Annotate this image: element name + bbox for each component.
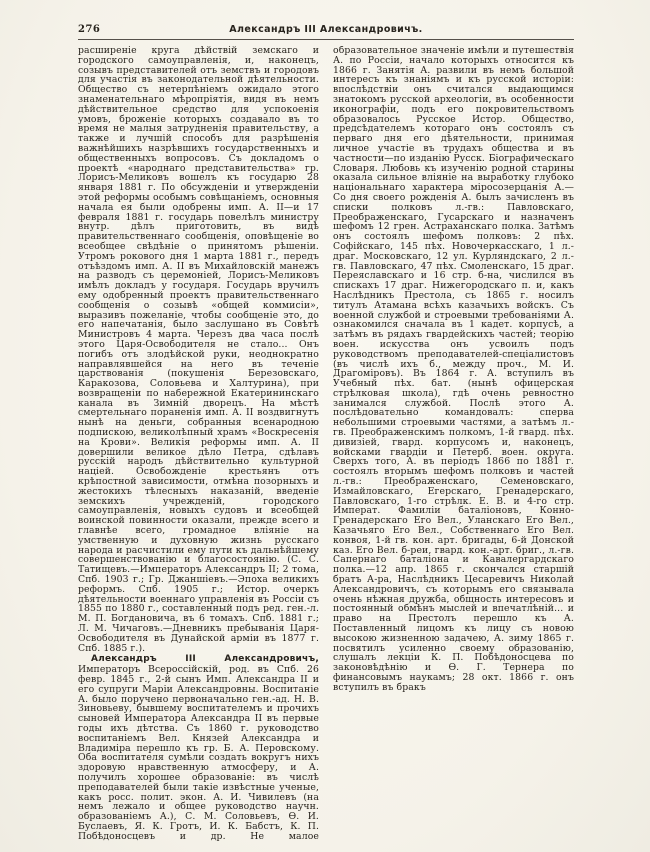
alexander2-article-end-text: расширеніе круга дѣйствій земскаго и городского самоуправленія, и, наконецъ, созывъ представителей отъ земствъ и городовъ для участія въ законодательной дѣятельности. Общество съ нетерпѣніемъ ожидало этого знаменательнаго мѣропріятія, видя въ немъ дѣйствительное средство для успокоенія умовъ, броженіе которыхъ создавало въ то время не малыя затрудненія правительству, а также и лучшій способъ для разрѣшенія важнѣйшихъ назрѣвшихъ государственныхъ и общественныхъ вопросовъ. Съ докладомъ о проектѣ «народнаго представительства» гр. Лорисъ-Меликовъ вошелъ къ государю 28 января 1881 г. По обсужденіи и утвержденіи этой реформы особымъ совѣщаніемъ, основныя начала ея были одобрены имп. А. II—и 17 февраля 1881 г. государь повелѣлъ министру внутр. дѣлъ приготовить, въ видѣ правительственнаго сообщенія, оповѣщеніе во всеобщее свѣдѣніе о принятомъ рѣшеніи. Утромъ рокового дня 1 марта 1881 г., передъ отъѣздомъ имп. А. II въ Михайловскій манежъ на разводъ съ церемоніей, Лорисъ-Меликовъ имѣлъ докладъ у государя. Государь вручилъ ему одобренный проектъ правительственнаго сообщенія о созывѣ «общей коммисіи», выразивъ пожеланіе, чтобы сообщеніе это, до его напечатанія, было заслушано въ Совѣтѣ Министровъ 4 марта. Черезъ два часа послѣ этого Царя-Освободителя не стало... Онъ погибъ отъ злодѣйской руки, неоднократно направлявшейся на него въ теченіе царствованія (покушенія Березовскаго, Каракозова, Соловьева и Халтурина), при возвращеніи по набережной Екатерининскаго канала въ Зимній дворецъ. На мѣстѣ смертельнаго пораненія имп. А. II воздвигнутъ нынѣ на деньги, собранныя всенародною подпискою, великолѣпный храмъ «Воскресенія на Крови». Великія реформы имп. А. II довершили великое дѣло Петра, сдѣлавъ русскій народъ дѣйствительно культурной націей. Освобожденіе крестьянъ отъ крѣпостной зависимости, отмѣна позорныхъ и жестокихъ тѣлесныхъ наказаній, введеніе земскихъ учрежденій, городского самоуправленія, новыхъ судовъ и всеобщей воинской повинности оказали, прежде всего и главнѣе всего, громадное вліяніе на умственную и духовную жизнь русскаго народа и расчистили ему пути къ дальнѣйшему совершенствованію и благосостоянію. (С. С. Татищевъ.—Императоръ Александръ II; 2 тома, Спб. 1903 г.; Гр. Джаншіевъ.—Эпоха великихъ реформъ. Спб. 1905 г.; Истор. очеркъ дѣятельности военнаго управленія въ Россіи съ 1855 по 1880 г., составленный подъ ред. ген.-л. М. П. Богдановича, въ 6 томахъ. Спб. 1881 г.; Л. М. Чичаговъ.—Дневникъ пребыванія Царя-Освободителя въ Дунайской арміи въ 1877 г. Спб. 1885 г.).: [78, 46, 319, 654]
page-number: 276: [78, 24, 101, 35]
paragraph-alexander2-article-end: [78, 46, 319, 653]
article-headword: Александръ III Александровичъ,: [91, 654, 319, 665]
running-title: Александръ III Александровичъ.: [229, 24, 423, 35]
page-header: [78, 24, 574, 40]
article-body-text: Императоръ Всероссійскій, род. въ Спб. 26 февр. 1845 г., 2-й сынъ Имп. Александра II и его супруги Маріи Александровны. Воспитаніе А. было поручено первоначально ген.-ад. Н. В. Зиновьеву, бывшему воспитателемъ и прочихъ сыновей Императора Александра II въ первые годы ихъ дѣтства. Съ 1860 г. руководство воспитаніемъ Вел. Князей Александра и Владиміра перешло къ гр. Б. А. Перовскому. Оба воспитателя сумѣли создать вокругъ нихъ здоровую нравственную атмосферу, и А. получилъ хорошее образованіе: въ числѣ преподавателей были такіе извѣстные ученые, какъ росс. полит. экон. А. И. Чивилевъ (на немъ лежало и общее руководство научн. образованіемъ А.), С. М. Соловьевъ, Ѳ. И. Буслаевъ, Я. К. Гротъ, И. К. Бабстъ, К. П. Побѣдоносцевъ и др. Не малое образовательное значеніе имѣли и путешествія А. по Россіи, начало которыхъ относится къ 1866 г. Занятія А. развили въ немъ большой интересъ къ знаніямъ и къ русской исторіи: впослѣдствіи онъ считался выдающимся знатокомъ русской археологіи, въ особенности иконографіи, подъ его покровительствомъ образовалось Русское Истор. Общество, предсѣдателемъ котораго онъ состоялъ съ перваго дня его дѣятельности, принимая личное участіе въ трудахъ общества и въ частности—по изданію Русск. Біографическаго Словаря. Любовь къ изученію родной старины оказала сильное вліяніе на выработку глубоко національнаго характера міросозерцанія А.—Со дня своего рожденія А. былъ зачисленъ въ списки полковъ л.-гв.: Павловскаго, Преображенскаго, Гусарскаго и назначенъ шефомъ 12 грен. Астраханскаго полка. Затѣмъ онъ состоялъ шефомъ полковъ: 2 пѣх. Софійскаго, 145 пѣх. Новочеркасскаго, 1 л.-драг. Московскаго, 12 ул. Курляндскаго, 2 л.-гв. Павловскаго, 47 пѣх. Смоленскаго, 15 драг. Переяславскаго и 16 стр. б-на, числился въ спискахъ 17 драг. Нижегородскаго п. и, какъ Наслѣдникъ Престола, съ 1865 г. носилъ титулъ Атамана всѣхъ казачьихъ войскъ. Съ военной службой и строевыми требованіями А. ознакомился сначала въ 1 кадет. корпусѣ, а затѣмъ въ рядахъ гвардейскихъ частей; теорію воен. искусства онъ усвоилъ подъ руководствомъ преподавателей-спеціалистовъ (въ числѣ ихъ б., между проч., М. И. Драгоміровъ). Въ 1864 г. А. вступилъ въ Учебный пѣх. бат. (нынѣ офицерская стрѣлковая школа), гдѣ очень ревностно занимался службой. Послѣ этого А. послѣдовательно командовалъ: сперва небольшими строевыми частями, а затѣмъ л.-гв. Преображенскимъ полкомъ, 1-й гвард. пѣх. дивизіей, гвард. корпусомъ и, наконецъ, войсками гвардіи и Петерб. воен. округа. Сверхъ того, А. въ періодъ 1866 по 1881 г. состоялъ вторымъ шефомъ полковъ и частей л.-гв.: Преображенскаго, Семеновскаго, Измайловскаго, Егерскаго, Гренадерскаго, Павловскаго, 1-го стрѣлк. Е. В. и 4-го стр. Императ. Фамиліи баталіоновъ, Конно-Гренадерскаго Его Вел., Уланскаго Его Вел., Казачьяго Его Вел., Собственнаго Его Вел. конвоя, 1-й гв. кон. арт. бригады, 6-й Донской каз. Его Вел. б-реи, гвард. кон.-арт. бриг., л.-гв. Сапернаго баталіона и Кавалергардскаго полка.—12 апр. 1865 г. скончался старшій братъ А-ра, Наслѣдникъ Цесаревичъ Николай Александровичъ, съ которымъ его связывала очень нѣжная дружба, общность интересовъ и постоянный обмѣнъ мыслей и впечатлѣній... и право на Престолъ перешло къ А. Поставленный лицомъ къ лицу съ новою высокою жизненною задачею, А. зиму 1865 г. посвятилъ усиленно своему образованію, слушалъ лекціи К. П. Побѣдоносцева по законовѣдѣнію и Ѳ. Г. Тернера по финансовымъ наукамъ; 28 окт. 1866 г. онъ вступилъ въ бракъ: [78, 46, 574, 842]
text-columns: [78, 46, 574, 848]
